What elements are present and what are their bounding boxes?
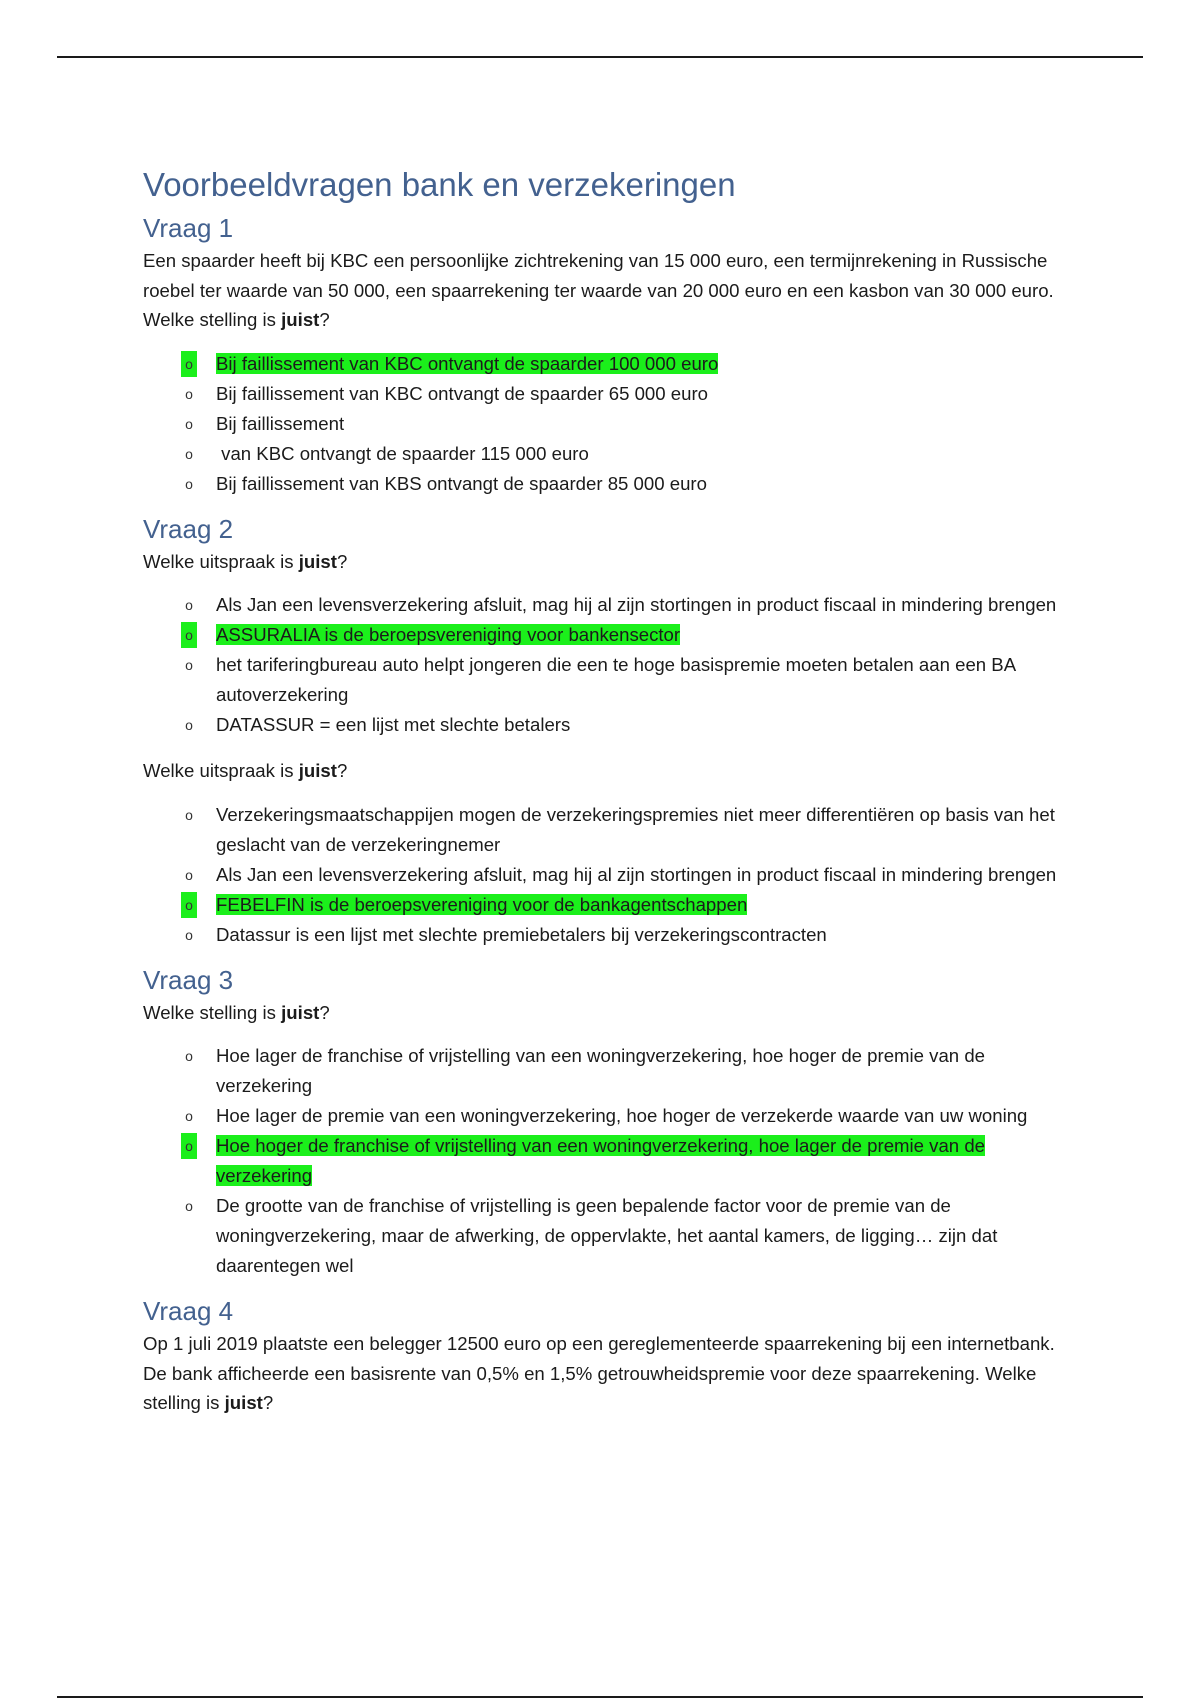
question-2-option-2: o ASSURALIA is de beroepsvereniging voor bankensector	[143, 620, 1073, 650]
bullet-icon: o	[185, 717, 193, 733]
bullet-icon: o	[185, 926, 193, 943]
question-2-text: Welke uitspraak is juist?	[143, 550, 348, 572]
bullet-icon: o	[181, 1133, 197, 1159]
bullet-icon: o	[185, 806, 193, 823]
question-3-option-2: o Hoe lager de premie van een woningverzekering, hoe hoger de verzekerde waarde van uw woning	[143, 1101, 1073, 1131]
question-1-heading: Vraag 1	[143, 213, 234, 243]
question-3-option-3: o Hoe hoger de franchise of vrijstelling van een woningverzekering, hoe lager de premie van de verzekering	[143, 1131, 1073, 1191]
question-3-heading: Vraag 3	[143, 964, 234, 995]
question-2b-option-2: o Als Jan een levensverzekering afsluit, mag hij al zijn stortingen in product fiscaal in mindering brengen	[143, 860, 1073, 890]
bullet-icon: o	[185, 657, 193, 673]
question-2-heading: Vraag 2	[143, 513, 234, 544]
document-title: Voorbeeldvragen bank en verzekeringen	[143, 166, 736, 203]
question-1-option-5: o Bij faillissement van KBS ontvangt de spaarder 85 000 euro	[143, 469, 1073, 499]
question-2b-option-1: o Verzekeringsmaatschappijen mogen de verzekeringspremies niet meer differentiëren op basis van het geslacht van de verzekeringnemer	[143, 800, 1073, 860]
question-4-text: Op 1 juli 2019 plaatste een belegger 12500 euro op een gereglementeerde spaarrekening bij een internetbank. De bank afficheerde een basisrente van 0,5% en 1,5% getrouwheidspremie voor deze spaarrekening. Welke stelling is juist?	[143, 1333, 1055, 1413]
question-2b-text: Welke uitspraak is juist?	[143, 760, 348, 781]
question-2-option-1: o Als Jan een levensverzekering afsluit, mag hij al zijn stortingen in product fiscaal in mindering brengen	[143, 590, 1073, 620]
bullet-icon: o	[185, 597, 193, 613]
question-2b-option-3: o FEBELFIN is de beroepsvereniging voor de bankagentschappen	[143, 890, 1073, 920]
question-1-options	[143, 349, 1073, 499]
question-2b-option-4: o Datassur is een lijst met slechte premiebetalers bij verzekeringscontracten	[143, 920, 1073, 950]
question-1-text: Een spaarder heeft bij KBC een persoonlijke zichtrekening van 15 000 euro, een termijnrekening in Russische roebel ter waarde van 50 000, een spaarrekening ter waarde van 20 000 euro en een kasbon van 30 000 euro. Welke stelling is juist?	[143, 250, 1054, 330]
bullet-icon: o	[181, 351, 197, 377]
question-3-text: Welke stelling is juist?	[143, 1001, 330, 1023]
question-2-option-4: o DATASSUR = een lijst met slechte betalers	[143, 710, 1073, 740]
bottom-rule	[57, 1696, 1143, 1698]
bullet-icon: o	[185, 1048, 193, 1064]
question-1-option-1: o Bij faillissement van KBC ontvangt de spaarder 100 000 euro	[143, 349, 1073, 379]
document-body	[143, 160, 1073, 1418]
bullet-icon: o	[181, 622, 197, 648]
question-1-option-4: o van KBC ontvangt de spaarder 115 000 euro	[143, 439, 1073, 469]
question-1-option-3: o Bij faillissement	[143, 409, 1073, 439]
bullet-icon: o	[185, 475, 193, 492]
question-2-option-3: o het tariferingbureau auto helpt jongeren die een te hoge basispremie moeten betalen aan een BA autoverzekering	[143, 650, 1073, 710]
bullet-icon: o	[185, 1108, 193, 1124]
bullet-icon: o	[185, 415, 193, 432]
question-1-option-2: o Bij faillissement van KBC ontvangt de spaarder 65 000 euro	[143, 379, 1073, 409]
question-3-option-4: o De grootte van de franchise of vrijstelling is geen bepalende factor voor de premie van de woningverzekering, maar de afwerking, de oppervlakte, het aantal kamers, de ligging… zijn dat daarentegen wel	[143, 1191, 1073, 1281]
question-4-heading: Vraag 4	[143, 1296, 234, 1326]
top-rule	[57, 56, 1143, 58]
question-2b-options	[143, 800, 1073, 950]
bullet-icon: o	[185, 1198, 193, 1214]
bullet-icon: o	[185, 445, 193, 462]
bullet-icon: o	[185, 866, 193, 883]
bullet-icon: o	[185, 385, 193, 402]
question-3-option-1: o Hoe lager de franchise of vrijstelling van een woningverzekering, hoe hoger de premie van de verzekering	[143, 1041, 1073, 1101]
question-2-options	[143, 590, 1073, 740]
bullet-icon: o	[181, 892, 197, 918]
question-3-options	[143, 1041, 1073, 1281]
